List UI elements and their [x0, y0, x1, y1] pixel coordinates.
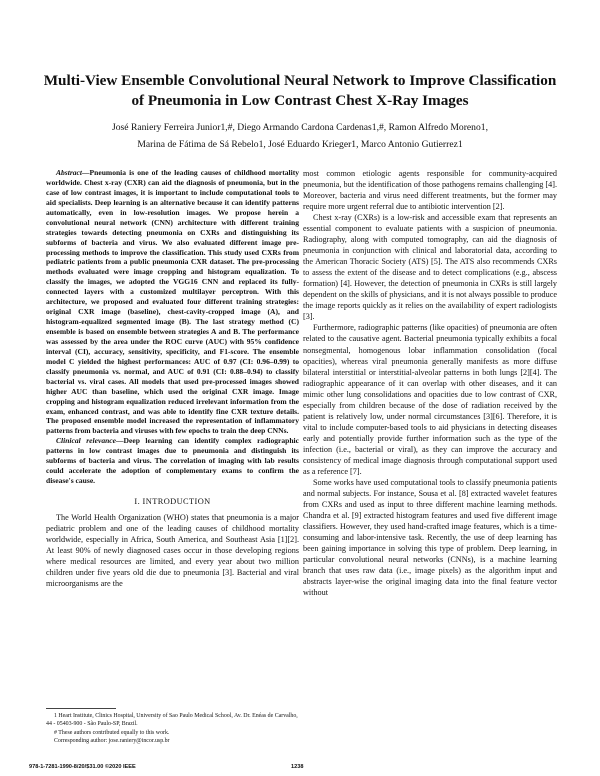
footnote-corresponding-author: Corresponding author: jose.raniery@incor.usp.br — [54, 737, 170, 744]
footnote-equal-contribution: # These authors contributed equally to this work. — [54, 729, 170, 736]
author-line-2: Marina de Fátima de Sá Rebelo1, José Eduardo Krieger1, Marco Antonio Gutierrez1 — [137, 138, 463, 150]
abstract — [46, 168, 299, 486]
body-paragraph: Some works have used computational tools to classify pneumonia patients and normal subjects. For instance, Sousa et al. [8] extracted wavelet features from CXRs and used as input to three different machine learning methods. Chandra et al. [9] extracted histogram features and used five different image classifiers. However, they used hand-crafted image features, which is a time-consuming and labor-intensive task. Recently, the use of deep learning has been gaining importance in solving this type of problem. Deep learning, in particular convolutional neural networks (CNNs), is a machine learning branch that uses raw data (i.e., image pixels) as the algorithm input and abstracts layer-wise the original imaging data into the final feature vector without — [303, 477, 557, 598]
clinical-relevance-text: Deep learning can identify complex radiographic patterns in low contrast images due to pneumonia and distinguish its subforms of bacteria and virus. The correlation of imaging with lab results could accelerate the adoption of complementary exams to confirm the disease's cause. — [46, 436, 299, 486]
footnotes — [46, 712, 299, 745]
body-paragraph: Furthermore, radiographic patterns (like opacities) of pneumonia are often related to the causative agent. Bacterial pneumonia typically exhibits a focal nonsegmental, homogenous lobar inflammation consolidation (focal opacities), whereas viral pneumonia generally manifests as more diffuse bilateral interstitial or interstitial-alveolar patterns in both lungs [2][4]. The radiographic appearance of it can overlap with other diseases, and it can mimic other lung consolidations and opacities due to low contrast of CXR, especially from children because of the dose of radiation received by the patient is relatively low, under normal circumstances [3][6]. Therefore, it is vital to include computer-based tools to aid physicians in detecting diseases early and potentially provide further information such as the type of the infection (i.e., bacterial or viral), as they can improve the accuracy and consistency of medical image diagnosis through computational support used as a reference [7]. — [303, 323, 557, 476]
clinical-relevance-paragraph — [46, 436, 299, 486]
body-paragraph: Chest x-ray (CXRs) is a low-risk and accessible exam that represents an essential component to evaluate patients with a suspicion of pneumonia. Radiography, along with computed tomography, can aid the diagnosis of pneumonia in conjunction with clinical and laboratorial data, according to the American Thoracic Society (ATS) [5]. The ATS also recommends CXRs to assess the extent of the disease and to detect complications (e.g., abscess formation) [4]. However, the detection of pneumonia in CXRs is still largely dependent on the skills of physicians, and it is not always possible to produce the image reports quickly as it relies on the availability of expert radiologists [3]. — [303, 213, 557, 322]
author-line-1: José Raniery Ferreira Junior1,#, Diego Armando Cardona Cardenas1,#, Ramon Alfredo Moreno1, — [112, 122, 488, 133]
right-column — [303, 168, 557, 598]
left-column — [46, 168, 299, 589]
section-heading-introduction: I. INTRODUCTION — [134, 497, 211, 506]
clinical-relevance-lead: Clinical relevance— — [56, 436, 124, 446]
abstract-text: Pneumonia is one of the leading causes of childhood mortality worldwide. Chest x-ray (CXR) can aid the diagnosis of pneumonia, but in the case of low contrast images, it is important to include computational tools to aid specialists. Deep learning is an alternative because it can identify patterns automatically, even in low-resolution images. We propose herein a convolutional neural network (CNN) architecture with different training strategies towards detecting pneumonia on CXRs and distinguishing its subforms of bacteria and virus. We also evaluated different image pre-processing methods to improve the classification. This study used CXRs from pediatric patients from a public pneumonia CXR dataset. The pre-processing methods evaluated were image cropping and histogram equalization. To classify the images, we adopted the VGG16 CNN and replaced its fully-connected layers with a customized multilayer perceptron. With this architecture, we proposed and evaluated four different training strategies: original CXR image (baseline), chest-cavity-cropped image (A), and histogram-equalized segmented image (B). The last strategy method (C) ensemble is based on ensemble between strategies A and B. The performance was assessed by the area under the ROC curve (AUC) with 95% confidence interval (CI), accuracy, sensitivity, specificity, and F1-score. The ensemble model C yielded the highest performances: AUC of 0.97 (CI: 0.96–0.99) to classify pneumonia vs. normal, and AUC of 0.91 (CI: 0.88–0.94) to classify bacterial vs. viral cases. All models that used pre-processed images showed higher AUC than baseline, which used the original CXR image. Image cropping and histogram equalization reduced irrelevant information from the exam, enhanced contrast, and was able to identify fine CXR texture details. The proposed ensemble model increased the representation of inflammatory patterns from bacteria and viruses with few epochs to train the deep CNNs. — [46, 168, 299, 436]
body-paragraph: The World Health Organization (WHO) states that pneumonia is a major pediatric problem and one of the leading causes of childhood mortality worldwide, especially in Africa, South America, and Southeast Asia [1][2]. At least 90% of newly diagnosed cases occur in those developing regions where medical resources are limited, and every year about two million children under five years old die due to pneumonia [3]. Bacterial and viral microorganisms are the — [46, 513, 299, 589]
footer-isbn: 978-1-7281-1990-8/20/$31.00 ©2020 IEEE — [29, 764, 136, 770]
footnote-divider — [46, 708, 116, 709]
abstract-paragraph — [46, 168, 299, 436]
paper-title: Multi-View Ensemble Convolutional Neural Network to Improve Classification of Pneumonia in Low Contrast Chest X-Ray Images — [43, 72, 557, 109]
body-paragraph: most common etiologic agents responsible for community-acquired pneumonia, but the identification of those pathogens remains challenging [4]. Moreover, bacteria and virus need different treatments, but the former may require more urgent referral due to antibiotic intervention [2]. — [303, 169, 557, 212]
introduction-left-body — [46, 512, 299, 589]
abstract-lead: Abstract— — [56, 168, 90, 177]
footnote-affiliation: 1 Heart Institute, Clinics Hospital, University of Sao Paulo Medical School, Av. Dr. Enéas de Carvalho, 44 - 05403-900 - São Paulo-SP, Brazil. — [46, 713, 298, 728]
author-list — [40, 120, 560, 153]
footer-page-number: 1238 — [291, 764, 304, 770]
